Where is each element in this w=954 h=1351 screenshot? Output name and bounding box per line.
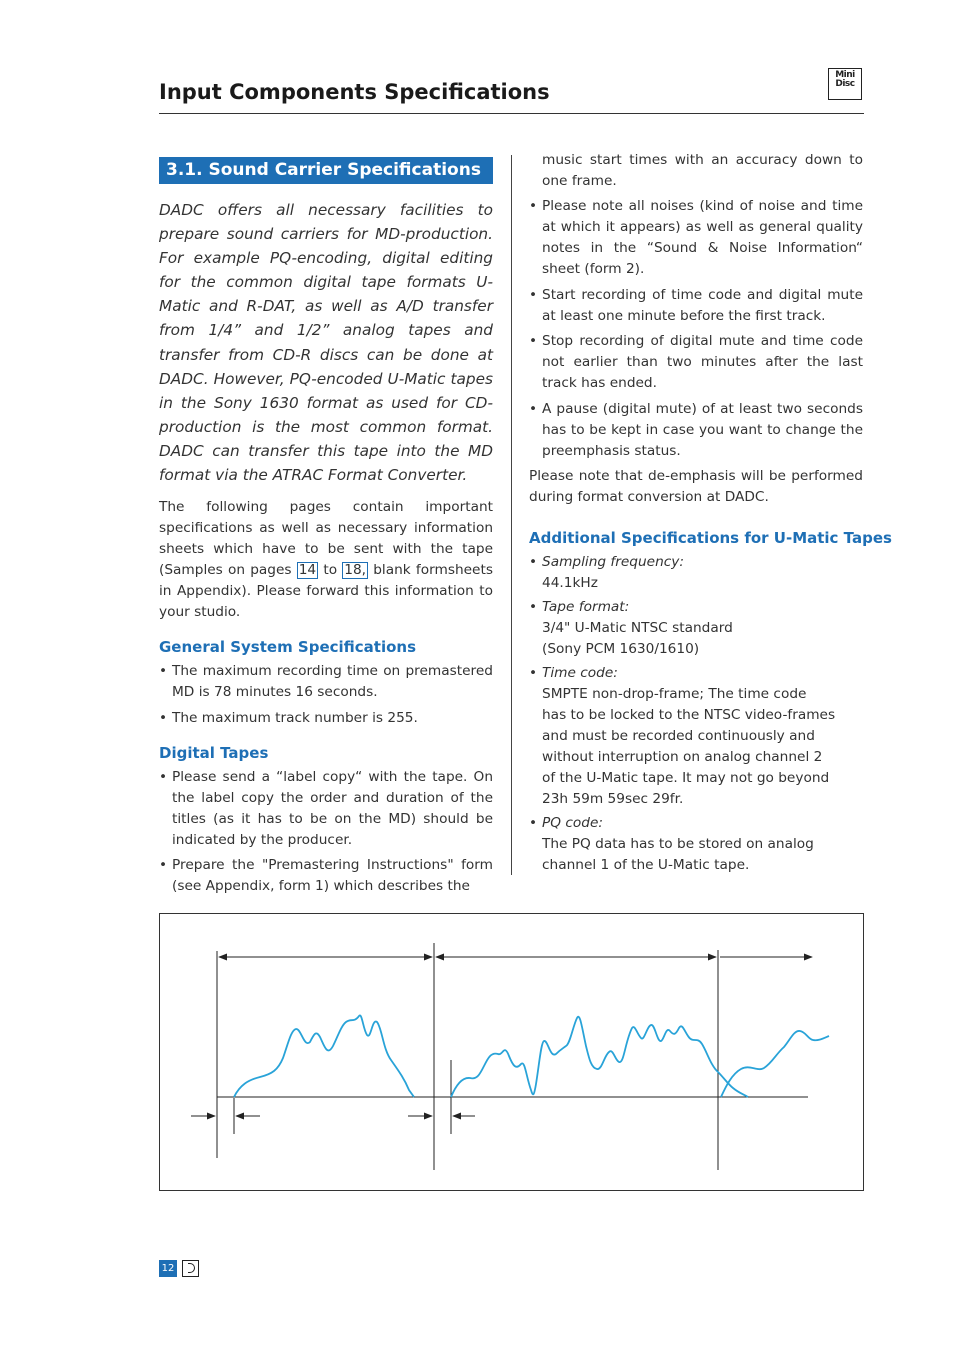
page-title: Input Components Specifications	[159, 80, 550, 104]
list-item: • The maximum recording time on premastered MD is 78 minutes 16 seconds.	[159, 661, 493, 703]
list-item: • Please note all noises (kind of noise and time at which it appears) as well as general quality notes in the “Sound & Noise Information“ sheet (form 2).	[529, 196, 863, 280]
tape-timing-diagram	[159, 913, 864, 1191]
waveform-track-2	[451, 1017, 748, 1097]
waveform-track-3	[721, 1031, 829, 1097]
list-item: • Start recording of time code and digital mute at least one minute before the first track.	[529, 285, 863, 327]
umatic-heading: Additional Specifications for U-Matic Tapes	[529, 529, 892, 547]
spec-value: SMPTE non-drop-frame; The time code has to be locked to the NTSC video-frames and must be recorded continuously and without interruption on analog channel 2 of the U-Matic tape. It may not go beyond 23h 59m 59sec 29fr.	[542, 686, 836, 807]
page-link-14[interactable]: 14	[298, 562, 317, 579]
tape-timing-svg	[159, 913, 864, 1191]
minidisc-logo	[828, 68, 862, 100]
digital-tapes-list	[159, 767, 493, 898]
following-text-1: The following pages contain important specifications as well as necessary information sheets which have to be sent with the tape (Samples on pages	[159, 499, 493, 579]
spec-label: • PQ code:	[542, 815, 603, 831]
spec-item	[529, 663, 863, 810]
logo-line-2: Disc	[835, 79, 855, 89]
intro-paragraph: DADC offers all necessary facilities to prepare sound carriers for MD-production. For example PQ-encoding, digital editing for the common digital tape formats U-Matic and R-DAT, as well as A/D transfer from 1/4” and 1/2” analog tapes and transfer from CD-R discs can be done at DADC. However, PQ-encoded U-Matic tapes in the Sony 1630 format as used for CD-production is the most common format. DADC can transfer this tape into the MD format via the ATRAC Format Converter.	[159, 201, 493, 485]
following-text-2: blank formsheets in Appendix). Please forward this information to your studio.	[159, 562, 493, 621]
title-rule	[159, 113, 864, 114]
dadc-icon	[182, 1260, 199, 1277]
column-divider	[511, 155, 512, 875]
spec-label: • Time code:	[542, 665, 618, 681]
spec-item	[529, 552, 863, 594]
spec-item	[529, 597, 863, 660]
section-heading: 3.1. Sound Carrier Specifications	[159, 157, 493, 184]
list-item: • The maximum track number is 255.	[159, 708, 493, 729]
waveform-track-1	[234, 1015, 414, 1097]
general-specs-heading: General System Specifications	[159, 638, 417, 657]
left-column	[159, 198, 493, 902]
list-item: • A pause (digital mute) of at least two seconds has to be kept in case you want to change the preemphasis status.	[529, 399, 863, 462]
logo-line-1: Mini	[835, 70, 855, 80]
spec-value: 3/4" U-Matic NTSC standard (Sony PCM 1630/1610)	[542, 620, 733, 657]
umatic-spec-list	[529, 552, 863, 876]
deemphasis-note: Please note that de-emphasis will be performed during format conversion at DADC.	[529, 468, 863, 505]
digital-tapes-heading: Digital Tapes	[159, 743, 269, 762]
spec-value: 44.1kHz	[542, 575, 598, 591]
spec-value: The PQ data has to be stored on analog channel 1 of the U-Matic tape.	[542, 836, 814, 873]
bullet-continuation: music start times with an accuracy down to one frame.	[542, 152, 863, 189]
page-link-18[interactable]: 18,	[344, 562, 367, 579]
list-item: • Stop recording of digital mute and time code not earlier than two minutes after the last track has ended.	[529, 331, 863, 394]
spec-item	[529, 813, 863, 876]
list-item: • Prepare the "Premastering Instructions" form (see Appendix, form 1) which describes the	[159, 855, 493, 897]
spec-label: • Tape format:	[542, 599, 630, 615]
following-text-mid: to	[323, 562, 338, 579]
digital-tapes-list-continued	[529, 196, 863, 462]
general-specs-list	[159, 661, 493, 729]
page-number: 12	[159, 1260, 177, 1277]
list-item: • Please send a “label copy“ with the tape. On the label copy the order and duration of the titles (as it has to be on the MD) should be indicated by the producer.	[159, 767, 493, 851]
right-column	[529, 150, 892, 879]
following-paragraph	[159, 497, 493, 623]
spec-label: • Sampling frequency:	[542, 554, 684, 570]
